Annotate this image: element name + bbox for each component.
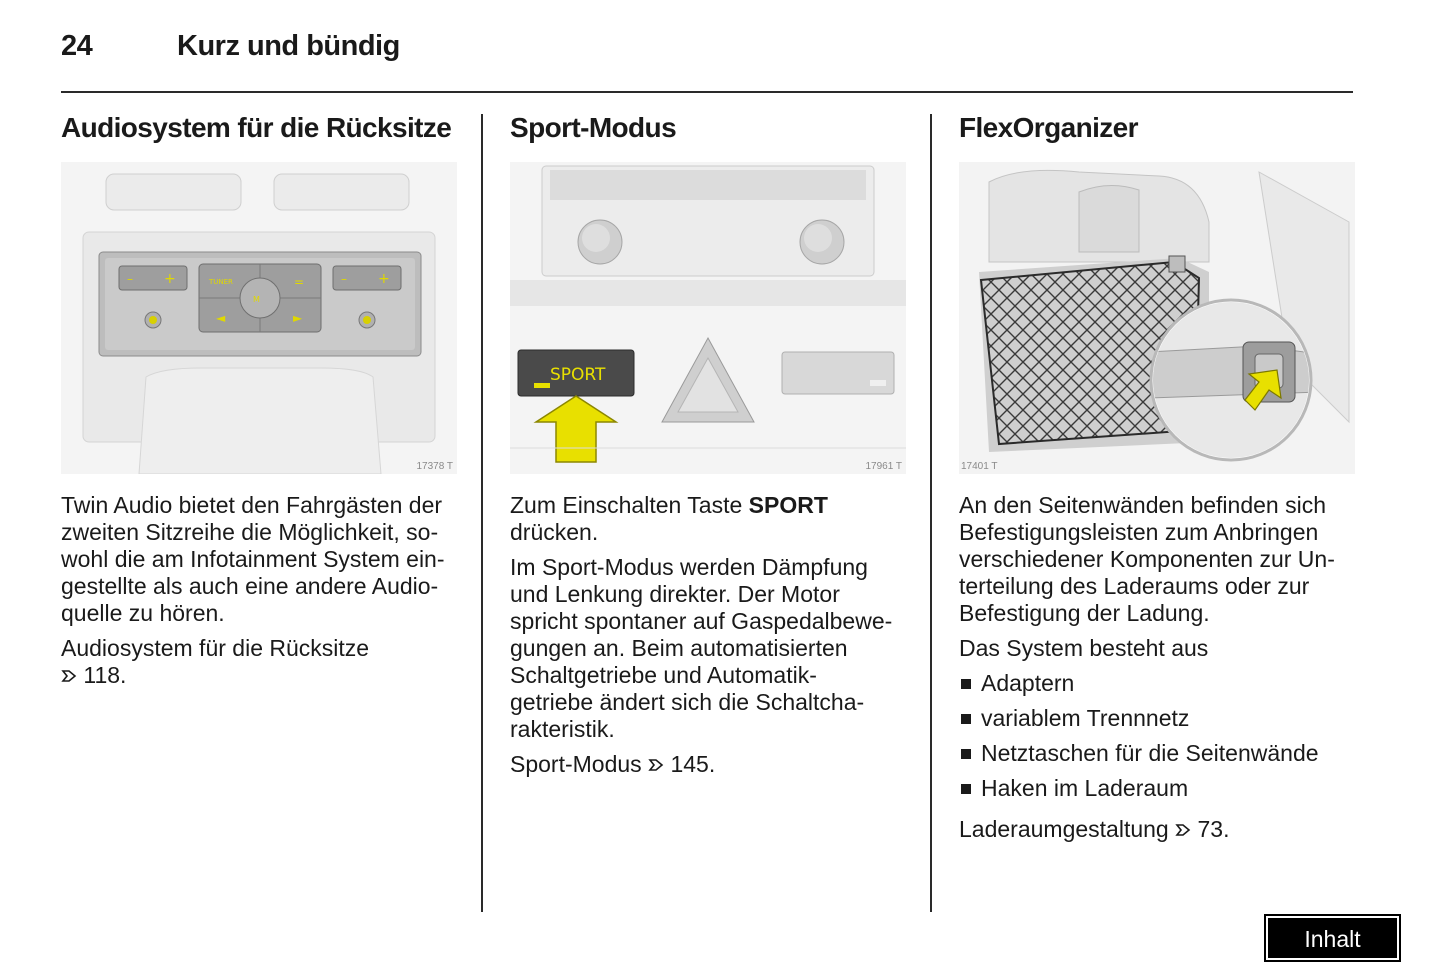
section-heading: Sport-Modus <box>510 112 677 143</box>
figure-label-mid: M <box>253 295 260 304</box>
list-item-text: Netztaschen für die Seitenwände <box>981 740 1319 766</box>
bullet-square-icon <box>961 714 971 724</box>
svg-text:–: – <box>127 272 133 286</box>
bullet-square-icon <box>961 749 971 759</box>
svg-text:◄: ◄ <box>216 311 226 325</box>
page-title: Kurz und bündig <box>177 30 400 62</box>
bullet-square-icon <box>961 784 971 794</box>
svg-text:+: + <box>164 271 176 287</box>
figure-label-sport: SPORT <box>550 365 606 385</box>
paragraph-line: quelle zu hören. <box>61 600 225 626</box>
paragraph-line: spricht spontaner auf Gaspedalbewe- <box>510 608 893 634</box>
paragraph-line: Befestigungsleisten zum Anbringen <box>959 519 1319 545</box>
paragraph-line: Twin Audio bietet den Fahrgästen der <box>61 492 443 518</box>
header-rule <box>61 91 1353 93</box>
paragraph-line: rakteristik. <box>510 716 615 742</box>
paragraph-line: zweiten Sitzreihe die Möglichkeit, so- <box>61 519 439 545</box>
svg-text:=: = <box>294 275 305 289</box>
list-item <box>959 775 1359 802</box>
cross-reference[interactable] <box>510 751 910 778</box>
reference-arrow-icon <box>648 757 664 773</box>
figure-rear-audio-panel <box>61 162 457 474</box>
column-divider-1 <box>481 114 483 912</box>
paragraph-line: getriebe ändert sich die Schaltcha- <box>510 689 865 715</box>
paragraph-line: Befestigung der Ladung. <box>959 600 1210 626</box>
paragraph-line: gestellte als auch eine andere Audio- <box>61 573 439 599</box>
component-list <box>959 670 1359 802</box>
section-audiosystem <box>61 112 461 697</box>
list-item <box>959 740 1359 767</box>
paragraph-line: wohl die am Infotainment System ein- <box>61 546 445 572</box>
section-flexorganizer <box>959 112 1359 851</box>
column-divider-2 <box>930 114 932 912</box>
list-item <box>959 705 1359 732</box>
list-item-text: Haken im Laderaum <box>981 775 1189 801</box>
paragraph-line: und Lenkung direkter. Der Motor <box>510 581 840 607</box>
section-sport-modus <box>510 112 910 786</box>
list-item <box>959 670 1359 697</box>
section-heading: Audiosystem für die Rücksitze <box>61 112 452 143</box>
reference-text: Sport-Modus <box>510 751 642 777</box>
paragraph-line: gungen an. Beim automatisierten <box>510 635 848 661</box>
svg-text:►: ► <box>293 311 303 325</box>
page-number: 24 <box>61 30 93 62</box>
reference-page: 73. <box>1197 816 1230 842</box>
cross-reference[interactable] <box>61 635 461 689</box>
paragraph-line: terteilung des Laderaums oder zur <box>959 573 1310 599</box>
bullet-square-icon <box>961 679 971 689</box>
reference-text: Laderaumgestaltung <box>959 816 1169 842</box>
cross-reference[interactable] <box>959 816 1359 843</box>
inhalt-label: Inhalt <box>1304 926 1361 952</box>
intro-text-end: drücken. <box>510 519 599 545</box>
reference-arrow-icon <box>1175 822 1191 838</box>
list-item-text: Adaptern <box>981 670 1075 696</box>
svg-text:+: + <box>378 271 390 287</box>
figure-code: 17961 T <box>865 461 902 472</box>
list-item-text: variablem Trennnetz <box>981 705 1190 731</box>
reference-text: Audiosystem für die Rücksitze <box>61 635 370 661</box>
paragraph-line: Im Sport-Modus werden Dämpfung <box>510 554 868 580</box>
intro-text: Zum Einschalten Taste <box>510 492 749 518</box>
list-intro: Das System besteht aus <box>959 635 1209 661</box>
figure-code: 17401 T <box>961 461 998 472</box>
figure-code: 17378 T <box>416 461 453 472</box>
sport-key-label: SPORT <box>748 492 828 518</box>
reference-arrow-icon <box>61 668 77 684</box>
reference-page: 118. <box>83 662 127 688</box>
paragraph-line: Schaltgetriebe und Automatik- <box>510 662 817 688</box>
figure-sport-button <box>510 162 906 474</box>
paragraph-line: verschiedener Komponenten zur Un- <box>959 546 1335 572</box>
reference-page: 145. <box>670 751 716 777</box>
paragraph-line: An den Seitenwänden befinden sich <box>959 492 1327 518</box>
section-heading: FlexOrganizer <box>959 112 1138 143</box>
inhalt-button[interactable] <box>1264 914 1401 962</box>
svg-text:–: – <box>341 272 347 286</box>
figure-cargo-net <box>959 162 1355 474</box>
figure-label-tuner: TUNER <box>209 278 233 286</box>
